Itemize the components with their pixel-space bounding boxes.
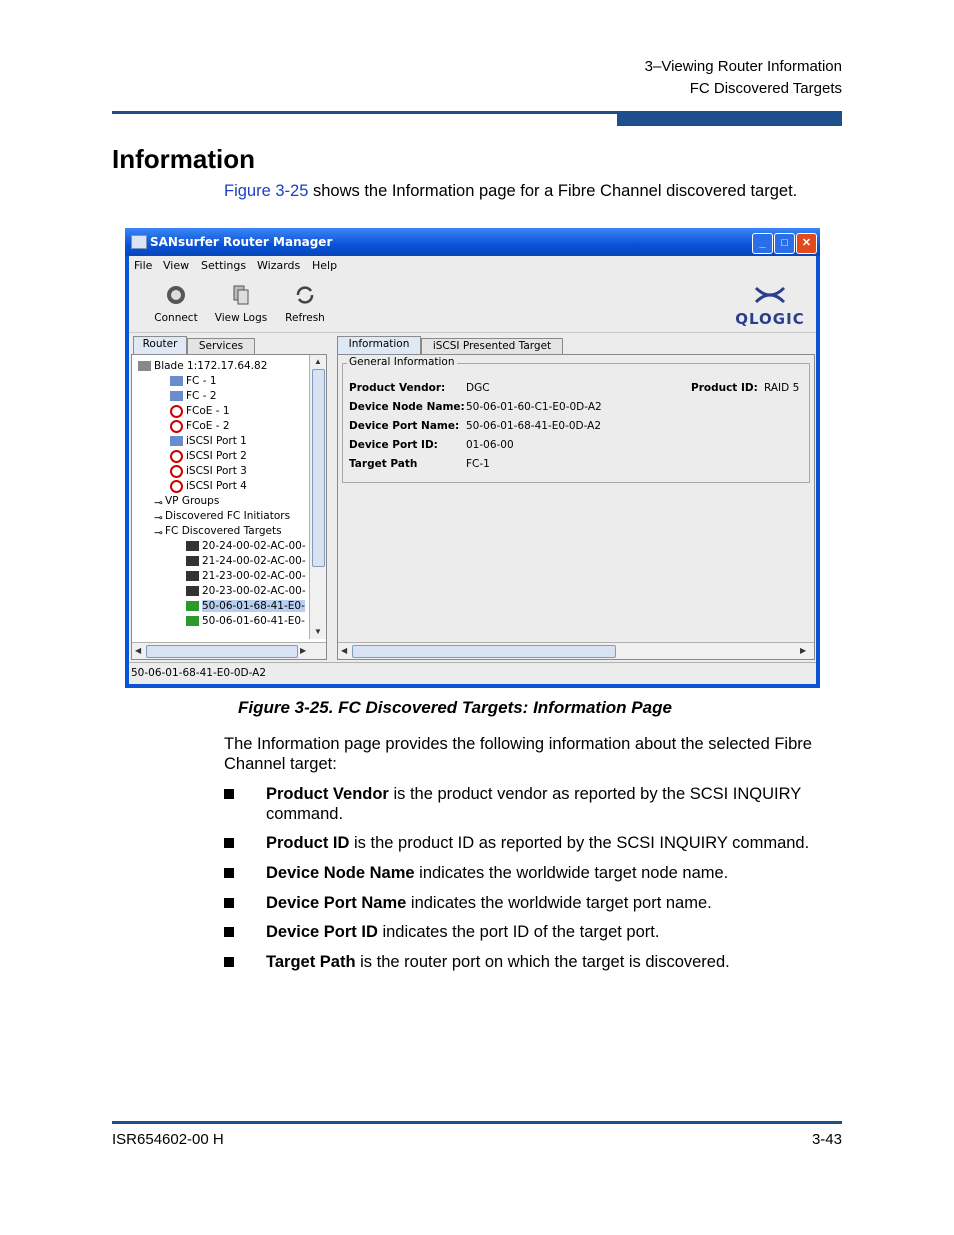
tree-node-group[interactable]: ⊸ Discovered FC Initiators (154, 510, 291, 524)
menu-file[interactable]: File (134, 259, 153, 272)
target-green-icon (186, 616, 199, 626)
device-port-id-label: Device Port ID: (349, 439, 438, 451)
bullet-icon (224, 789, 234, 799)
node-icon: ⊸ (154, 512, 163, 524)
target-icon (186, 586, 199, 596)
window-title: SANsurfer Router Manager (150, 235, 333, 249)
connect-label: Connect (154, 312, 198, 324)
target-path-label: Target Path (349, 458, 418, 470)
scroll-down-icon[interactable]: ▼ (314, 627, 322, 636)
maximize-button[interactable]: □ (774, 233, 795, 254)
figure-link[interactable]: Figure 3-25 (224, 182, 309, 200)
toolbar (129, 276, 816, 333)
product-id-value: RAID 5 (764, 382, 800, 394)
app-icon (131, 235, 147, 249)
scroll-right-icon[interactable]: ▶ (800, 646, 807, 655)
tree-node-port[interactable]: iSCSI Port 2 (170, 449, 247, 463)
target-icon (186, 556, 199, 566)
qlogic-logo (730, 284, 810, 328)
view-logs-button[interactable] (211, 284, 271, 324)
scroll-right-icon[interactable]: ▶ (300, 646, 307, 655)
port-down-icon (170, 450, 183, 463)
tab-iscsi-presented-target[interactable]: iSCSI Presented Target (421, 338, 563, 355)
tree-node-port[interactable]: FC - 1 (170, 374, 217, 388)
port-down-icon (170, 480, 183, 493)
menu-view[interactable]: View (163, 259, 190, 272)
scroll-left-icon[interactable]: ◀ (341, 646, 348, 655)
tree-node-group[interactable]: ⊸ VP Groups (154, 495, 220, 509)
menu-settings[interactable]: Settings (201, 259, 247, 272)
qlogic-mark-icon (752, 284, 788, 306)
tree-node-port[interactable]: FCoE - 2 (170, 419, 230, 433)
refresh-label: Refresh (285, 312, 325, 324)
tree-node-port[interactable]: FC - 2 (170, 389, 217, 403)
tab-information[interactable]: Information (337, 336, 421, 355)
tree-node-target[interactable]: 21-23-00-02-AC-00- (186, 569, 306, 583)
tree-node-target[interactable]: 21-24-00-02-AC-00- (186, 554, 306, 568)
connect-icon (165, 284, 187, 306)
tree-node-blade[interactable]: Blade 1:172.17.64.82 (138, 359, 267, 373)
bullet-item: Target Path is the router port on which the target is discovered. (224, 952, 844, 972)
router-tree-panel (131, 354, 327, 660)
port-down-icon (170, 420, 183, 433)
section-heading: Information (112, 144, 255, 174)
intro-paragraph (224, 182, 797, 201)
scroll-thumb[interactable] (312, 369, 325, 567)
window-client (129, 256, 816, 684)
connect-button[interactable] (146, 284, 206, 324)
blade-icon (138, 361, 151, 371)
node-icon: ⊸ (154, 497, 163, 509)
scroll-thumb[interactable] (352, 645, 616, 658)
target-icon (186, 541, 199, 551)
tree-node-port[interactable]: iSCSI Port 1 (170, 434, 247, 448)
bullet-item: Device Port Name indicates the worldwide target port name. (224, 893, 844, 913)
bullet-icon (224, 838, 234, 848)
tree-node-target[interactable]: 50-06-01-60-41-E0- (186, 614, 305, 628)
bullet-item: Device Node Name indicates the worldwide target node name. (224, 863, 844, 883)
device-port-name-label: Device Port Name: (349, 420, 460, 432)
tree-node-target[interactable]: 20-24-00-02-AC-00- (186, 539, 306, 553)
menu-help[interactable]: Help (312, 259, 338, 272)
information-panel (337, 354, 815, 660)
left-panel (131, 336, 327, 658)
status-text: 50-06-01-68-41-E0-0D-A2 (131, 667, 267, 679)
logo-text: QLOGIC (735, 310, 805, 328)
tree-horizontal-scrollbar[interactable] (132, 642, 326, 659)
body-paragraph: The Information page provides the following information about the selected Fibre Channel target: (224, 735, 812, 773)
tree-node-target[interactable]: 20-23-00-02-AC-00- (186, 584, 306, 598)
router-tree (132, 355, 308, 639)
product-vendor-label: Product Vendor: (349, 382, 446, 394)
tree-node-port[interactable]: iSCSI Port 3 (170, 464, 247, 478)
bullet-item: Product Vendor is the product vendor as reported by the SCSI INQUIRY command. (224, 784, 844, 824)
bullet-icon (224, 898, 234, 908)
refresh-icon (294, 284, 316, 306)
bullet-icon (224, 927, 234, 937)
product-vendor-value: DGC (466, 382, 490, 394)
node-icon: ⊸ (154, 527, 163, 539)
scroll-thumb[interactable] (146, 645, 298, 658)
device-port-name-value: 50-06-01-68-41-E0-0D-A2 (466, 420, 602, 432)
fc-port-icon (170, 376, 183, 386)
target-green-icon (186, 601, 199, 611)
tab-services[interactable]: Services (187, 338, 255, 355)
app-window (125, 228, 820, 688)
group-title: General Information (349, 356, 455, 368)
footer-doc-id: ISR654602-00 H (112, 1131, 224, 1148)
target-icon (186, 571, 199, 581)
menu-bar (129, 256, 816, 276)
status-bar (129, 662, 816, 683)
menu-wizards[interactable]: Wizards (257, 259, 301, 272)
view-logs-label: View Logs (214, 312, 268, 324)
tree-vertical-scrollbar[interactable] (309, 355, 326, 639)
scroll-left-icon[interactable]: ◀ (135, 646, 142, 655)
port-down-icon (170, 465, 183, 478)
tree-node-group[interactable]: ⊸ FC Discovered Targets (154, 525, 282, 539)
device-port-id-value: 01-06-00 (466, 439, 514, 451)
bullet-item: Device Port ID indicates the port ID of the target port. (224, 922, 844, 942)
scroll-up-icon[interactable]: ▲ (314, 357, 322, 366)
close-button[interactable]: ✕ (796, 233, 817, 254)
port-down-icon (170, 405, 183, 418)
footer-page-number: 3-43 (811, 1131, 842, 1148)
fc-port-icon (170, 436, 183, 446)
tree-node-port[interactable]: iSCSI Port 4 (170, 479, 247, 493)
right-panel (337, 336, 815, 658)
fc-port-icon (170, 391, 183, 401)
bullet-icon (224, 957, 234, 967)
minimize-button[interactable]: _ (752, 233, 773, 254)
running-header-chapter: 3–Viewing Router Information (644, 58, 842, 75)
device-node-name-label: Device Node Name: (349, 401, 465, 413)
bullet-icon (224, 868, 234, 878)
header-rule-accent (617, 113, 842, 126)
bullet-item: Product ID is the product ID as reported by the SCSI INQUIRY command. (224, 833, 844, 853)
footer-rule (112, 1121, 842, 1124)
intro-text: shows the Information page for a Fibre Channel discovered target. (308, 182, 798, 200)
running-header-section: FC Discovered Targets (689, 80, 842, 97)
tree-node-port[interactable]: FCoE - 1 (170, 404, 230, 418)
title-bar[interactable] (125, 228, 820, 256)
logs-icon (230, 284, 252, 306)
general-information-group (342, 356, 810, 483)
tab-router[interactable]: Router (133, 336, 187, 355)
info-horizontal-scrollbar[interactable] (338, 642, 814, 659)
figure-caption: Figure 3-25. FC Discovered Targets: Information Page (238, 698, 672, 717)
product-id-label: Product ID: (691, 382, 758, 394)
device-node-name-value: 50-06-01-60-C1-E0-0D-A2 (466, 401, 602, 413)
tree-node-target-selected[interactable]: 50-06-01-68-41-E0- (186, 599, 305, 613)
refresh-button[interactable] (275, 284, 335, 324)
target-path-value: FC-1 (466, 458, 490, 470)
